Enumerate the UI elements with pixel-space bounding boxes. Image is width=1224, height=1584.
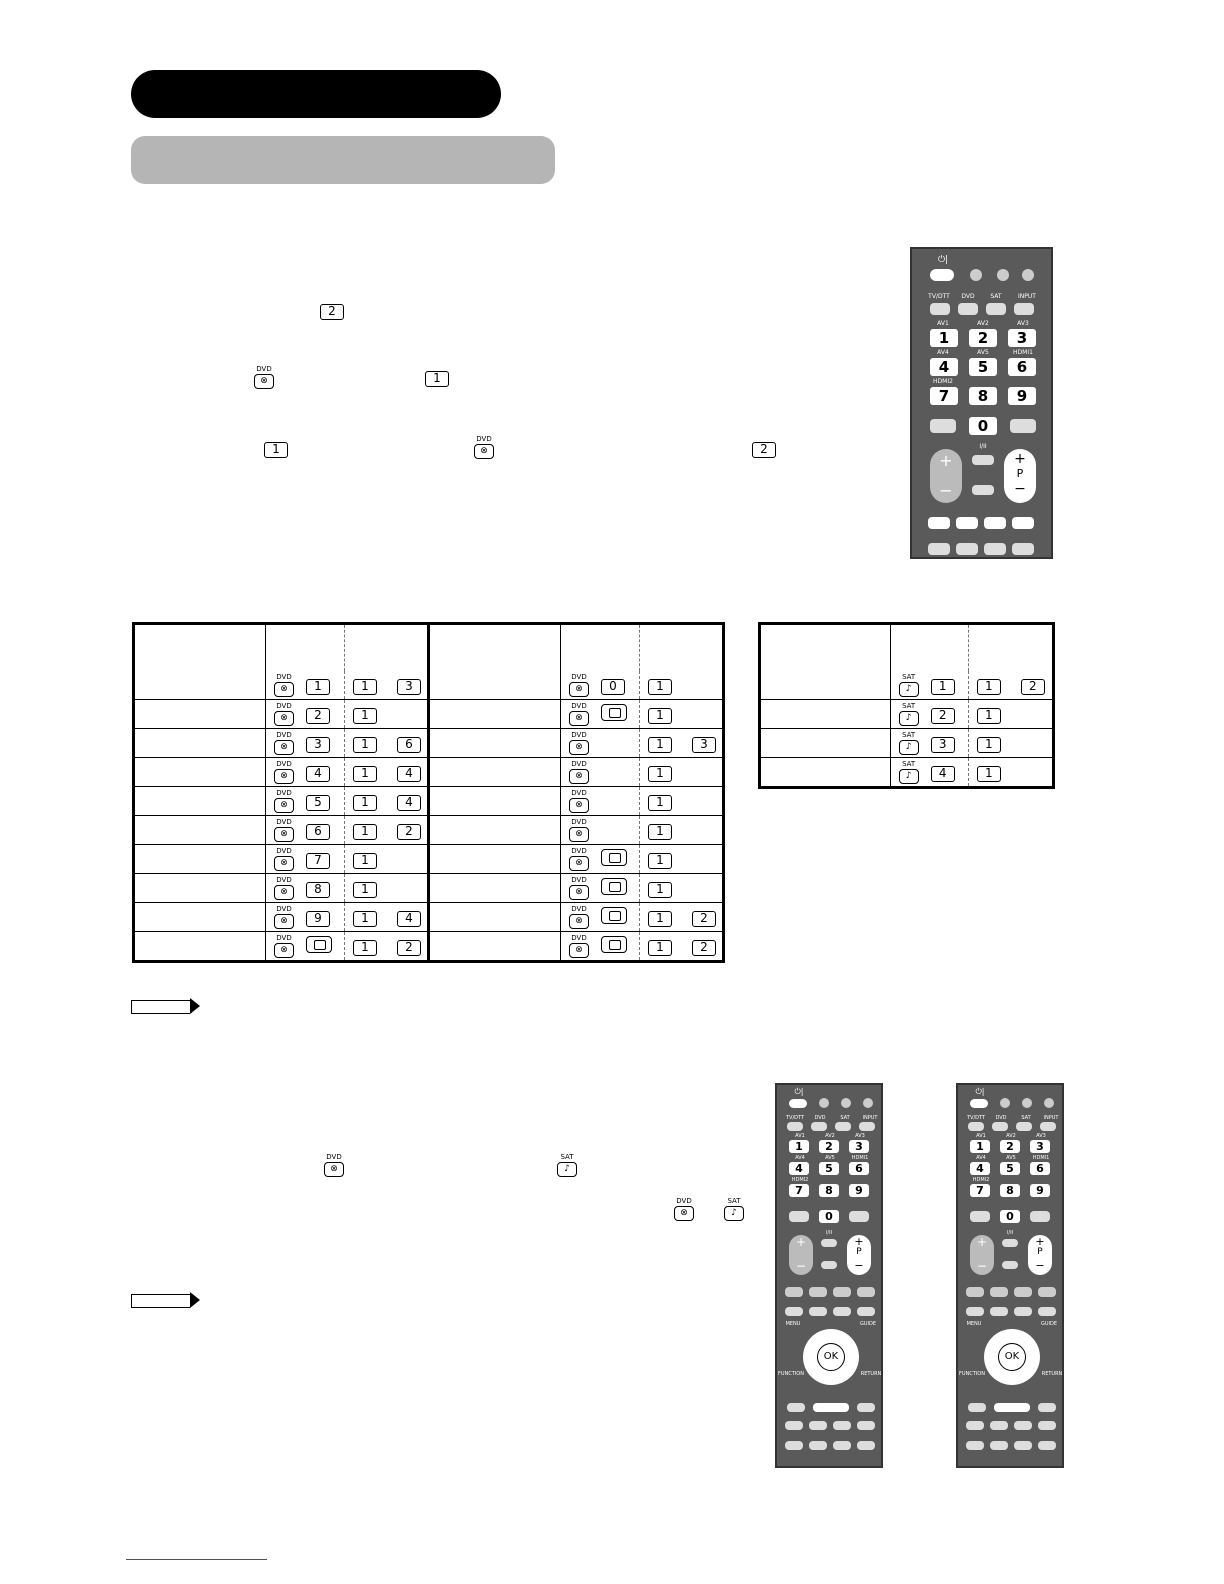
remote-button [821,1239,837,1247]
key-2-glyph: 2 [397,940,421,956]
power-button [789,1099,807,1108]
color-button [785,1287,803,1297]
key-1-glyph: 1 [306,679,330,695]
key-1-glyph: 1 [977,679,1001,695]
key-1-glyph: 1 [353,679,377,695]
digit-button: 8 [1000,1184,1020,1197]
av-label: HDMI2 [972,1177,990,1183]
key-1-glyph: 1 [353,940,377,956]
function-key-glyph [601,907,627,924]
color-button [990,1287,1008,1297]
key-6-glyph: 6 [306,824,330,840]
remote-button [833,1441,851,1450]
guide-label: GUIDE [859,1321,877,1327]
key-1-glyph: 1 [264,442,288,458]
digit-button: 6 [1030,1162,1050,1175]
digit-button: 2 [1000,1140,1020,1153]
source-button [1040,1122,1056,1131]
dvd-source-glyph: DVD ⊗ [272,789,296,813]
color-button [1014,1287,1032,1297]
power-button [970,1099,988,1108]
key-5-glyph: 5 [306,795,330,811]
function-key-glyph [601,936,627,953]
dvd-source-glyph: DVD ⊗ [322,1153,346,1177]
key-1-glyph: 1 [648,824,672,840]
key-1-glyph: 1 [648,766,672,782]
color-button [966,1287,984,1297]
remote-button [1038,1441,1056,1450]
key-4-glyph: 4 [397,766,421,782]
av-label: AV3 [1036,1133,1046,1139]
sat-source-glyph: SAT ♪ [897,760,921,784]
remote-button [857,1307,875,1316]
sat-source-glyph: SAT ♪ [555,1153,579,1177]
key-2-glyph: 2 [306,708,330,724]
remote-button [1030,1211,1050,1222]
key-3-glyph: 3 [931,737,955,753]
table-row [134,758,724,787]
remote-button [785,1441,803,1450]
digit-button: 3 [1030,1140,1050,1153]
table-row [134,845,724,874]
color-button [1038,1287,1056,1297]
av-label: AV5 [1006,1155,1016,1161]
pause-button [787,1403,805,1412]
remote-control-illustration [956,1083,1064,1468]
av-label: AV4 [976,1155,986,1161]
key-3-glyph: 3 [692,737,716,753]
dvd-source-glyph: DVD ⊗ [567,789,591,813]
program-plus: + [854,1235,864,1248]
key-1-glyph: 1 [977,708,1001,724]
key-1-glyph: 1 [353,853,377,869]
key-1-glyph: 1 [977,737,1001,753]
digit-button: 4 [970,1162,990,1175]
sat-source-glyph: SAT ♪ [897,673,921,697]
key-2-glyph: 2 [931,708,955,724]
source-label: SAT [1021,1115,1031,1121]
digit-button: 0 [819,1210,839,1223]
round-button [1022,1098,1032,1108]
key-4-glyph: 4 [306,766,330,782]
digit-button: 4 [789,1162,809,1175]
table-row [760,758,1054,788]
source-label: DVD [814,1115,826,1121]
audio-label: I/II [1006,1230,1014,1236]
key-1-glyph: 1 [353,766,377,782]
power-label: ⏻| [794,1087,804,1096]
dvd-source-glyph: DVD ⊗ [567,673,591,697]
remote-button [785,1307,803,1316]
dvd-source-glyph: DVD ⊗ [272,876,296,900]
key-4-glyph: 4 [397,911,421,927]
transport-button [857,1421,875,1430]
sat-code-table [758,622,1055,789]
remote-control-illustration: ⏻| TV/DTT DVD SAT INPUT AV1 AV2 AV3 1 2 3 AV4 AV5 HDMI1 4 5 6 HDMI2 7 8 9 0 + − I/II + P − [910,247,1053,559]
key-1-glyph: 1 [353,824,377,840]
remote-button [990,1307,1008,1316]
remote-button [990,1441,1008,1450]
remote-button [789,1211,809,1222]
key-1-glyph: 1 [648,737,672,753]
dvd-source-glyph: DVD ⊗ [567,847,591,871]
round-button [841,1098,851,1108]
key-1-glyph: 1 [353,737,377,753]
key-1-glyph: 1 [648,853,672,869]
dvd-source-glyph: DVD ⊗ [252,365,276,389]
av-label: AV3 [855,1133,865,1139]
play-button [813,1403,849,1412]
volume-minus: − [976,1259,988,1273]
table-row [760,729,1054,758]
key-3-glyph: 3 [397,679,421,695]
function-key-glyph [306,936,332,953]
table-row [134,700,724,729]
remote-button [849,1211,869,1222]
key-0-glyph: 0 [601,679,625,695]
av-label: AV1 [795,1133,805,1139]
dvd-source-glyph: DVD ⊗ [472,435,496,459]
key-1-glyph: 1 [648,882,672,898]
transport-button [785,1421,803,1430]
digit-button: 5 [1000,1162,1020,1175]
round-button [819,1098,829,1108]
note-arrow [131,1000,190,1014]
volume-plus: + [976,1235,988,1249]
digit-button: 8 [819,1184,839,1197]
digit-button: 3 [849,1140,869,1153]
sat-source-glyph: SAT ♪ [897,731,921,755]
key-1-glyph: 1 [977,766,1001,782]
key-2-glyph: 2 [692,940,716,956]
round-button [863,1098,873,1108]
digit-button: 2 [819,1140,839,1153]
remote-button [809,1307,827,1316]
dvd-source-glyph: DVD ⊗ [672,1197,696,1221]
dvd-source-glyph: DVD ⊗ [567,760,591,784]
table-row [134,816,724,845]
table-row [134,671,724,700]
dvd-source-glyph: DVD ⊗ [272,818,296,842]
ok-label: OK [1004,1351,1020,1362]
source-label: TV/DTT [785,1115,805,1121]
table-row [134,729,724,758]
digit-button: 9 [1030,1184,1050,1197]
remote-button [1002,1261,1018,1269]
dvd-source-glyph: DVD ⊗ [567,818,591,842]
return-label: RETURN [860,1371,882,1377]
key-2-glyph: 2 [692,911,716,927]
stop-button [1038,1403,1056,1412]
transport-button [833,1421,851,1430]
remote-button [821,1261,837,1269]
guide-label: GUIDE [1040,1321,1058,1327]
function-key-glyph [601,878,627,895]
key-2-glyph: 2 [752,442,776,458]
dvd-source-glyph: DVD ⊗ [272,905,296,929]
transport-button [990,1421,1008,1430]
play-button [994,1403,1030,1412]
av-label: HDMI1 [1032,1155,1050,1161]
remote-button [833,1307,851,1316]
table-row [134,874,724,903]
table-row [134,932,724,962]
key-4-glyph: 4 [397,795,421,811]
table-row [134,787,724,816]
source-label: INPUT [862,1115,878,1121]
pause-button [968,1403,986,1412]
program-minus: − [1035,1259,1045,1272]
dvd-code-table [132,622,725,963]
transport-button [809,1421,827,1430]
power-label: ⏻| [975,1087,985,1096]
volume-minus: − [795,1259,807,1273]
color-button [809,1287,827,1297]
key-8-glyph: 8 [306,882,330,898]
dvd-source-glyph: DVD ⊗ [567,731,591,755]
remote-button [1014,1307,1032,1316]
remote-button [1038,1307,1056,1316]
table-row [760,700,1054,729]
remote-button [1014,1441,1032,1450]
remote-button [857,1441,875,1450]
dvd-source-glyph: DVD ⊗ [567,905,591,929]
round-button [1044,1098,1054,1108]
digit-button: 0 [1000,1210,1020,1223]
function-label: FUNCTION [778,1371,804,1377]
key-1-glyph: 1 [931,679,955,695]
ok-label: OK [823,1351,839,1362]
remote-button [970,1211,990,1222]
return-label: RETURN [1041,1371,1063,1377]
key-9-glyph: 9 [306,911,330,927]
digit-button: 7 [789,1184,809,1197]
function-key-glyph [601,704,627,721]
dvd-source-glyph: DVD ⊗ [272,847,296,871]
key-2-glyph: 2 [320,304,344,320]
key-1-glyph: 1 [353,911,377,927]
digit-button: 5 [819,1162,839,1175]
av-label: AV5 [825,1155,835,1161]
key-4-glyph: 4 [931,766,955,782]
table-row [134,903,724,932]
dvd-source-glyph: DVD ⊗ [567,934,591,958]
digit-button: 7 [970,1184,990,1197]
key-1-glyph: 1 [648,708,672,724]
source-button [787,1122,803,1131]
program-minus: − [854,1259,864,1272]
key-1-glyph: 1 [648,795,672,811]
key-1-glyph: 1 [353,795,377,811]
source-label: INPUT [1043,1115,1059,1121]
source-label: DVD [995,1115,1007,1121]
source-label: TV/DTT [966,1115,986,1121]
av-label: AV4 [795,1155,805,1161]
dvd-source-glyph: DVD ⊗ [567,876,591,900]
source-button [968,1122,984,1131]
color-button [833,1287,851,1297]
dvd-source-glyph: DVD ⊗ [272,702,296,726]
key-1-glyph: 1 [353,708,377,724]
section-title-bar [131,70,501,118]
dvd-source-glyph: DVD ⊗ [272,760,296,784]
remote-control-illustration [775,1083,883,1468]
transport-button [1038,1421,1056,1430]
round-button [1000,1098,1010,1108]
stop-button [857,1403,875,1412]
key-1-glyph: 1 [648,940,672,956]
dvd-source-glyph: DVD ⊗ [272,673,296,697]
av-label: HDMI1 [851,1155,869,1161]
av-label: AV1 [976,1133,986,1139]
function-label: FUNCTION [959,1371,985,1377]
audio-label: I/II [825,1230,833,1236]
remote-button [1002,1239,1018,1247]
dvd-source-glyph: DVD ⊗ [567,702,591,726]
key-2-glyph: 2 [397,824,421,840]
digit-button: 1 [970,1140,990,1153]
key-3-glyph: 3 [306,737,330,753]
program-plus: + [1035,1235,1045,1248]
source-button [859,1122,875,1131]
remote-button [966,1441,984,1450]
av-label: HDMI2 [791,1177,809,1183]
source-button [811,1122,827,1131]
key-1-glyph: 1 [648,679,672,695]
transport-button [966,1421,984,1430]
source-label: SAT [840,1115,850,1121]
function-key-glyph [601,849,627,866]
key-1-glyph: 1 [425,371,449,387]
key-1-glyph: 1 [648,911,672,927]
menu-label: MENU [785,1321,801,1327]
source-button [1016,1122,1032,1131]
sat-source-glyph: SAT ♪ [897,702,921,726]
av-label: AV2 [825,1133,835,1139]
sat-source-glyph: SAT ♪ [722,1197,746,1221]
digit-button: 1 [789,1140,809,1153]
dvd-source-glyph: DVD ⊗ [272,731,296,755]
dvd-source-glyph: DVD ⊗ [272,934,296,958]
table-row [760,671,1054,700]
key-2-glyph: 2 [1021,679,1045,695]
program-label: P [856,1247,862,1257]
note-arrow [131,1294,190,1308]
key-6-glyph: 6 [397,737,421,753]
av-label: AV2 [1006,1133,1016,1139]
remote-button [809,1441,827,1450]
subsection-title-bar [131,136,555,184]
digit-button: 6 [849,1162,869,1175]
program-label: P [1037,1247,1043,1257]
transport-button [1014,1421,1032,1430]
source-button [835,1122,851,1131]
color-button [857,1287,875,1297]
key-1-glyph: 1 [353,882,377,898]
menu-label: MENU [966,1321,982,1327]
volume-plus: + [795,1235,807,1249]
remote-button [966,1307,984,1316]
digit-button: 9 [849,1184,869,1197]
footer-rule [126,1559,267,1560]
source-button [992,1122,1008,1131]
key-7-glyph: 7 [306,853,330,869]
